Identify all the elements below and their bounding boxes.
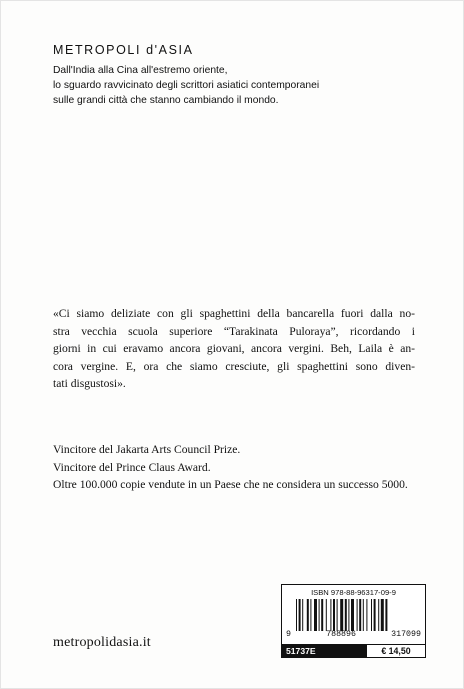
barcode-bar — [314, 599, 317, 631]
award-line: Vincitore del Prince Claus Award. — [53, 460, 211, 474]
barcode-bar — [326, 599, 327, 631]
series-description-line: sulle grandi città che stanno cambiando il mondo. — [53, 95, 279, 106]
barcode-bar — [374, 599, 376, 631]
barcode-bar — [345, 599, 347, 631]
quote-line: tati disgustosi». — [53, 377, 126, 391]
awards — [53, 441, 423, 494]
quote-line: giorni in cui eravamo ancora giovani, ancora vergini. Beh, Laila è an- — [53, 342, 415, 356]
barcode-digits — [286, 630, 421, 639]
product-code: 51737E — [286, 646, 316, 656]
barcode-bar — [319, 599, 320, 631]
barcode-bar — [385, 599, 387, 631]
barcode-block — [281, 584, 426, 658]
publisher-website: metropolidasia.it — [53, 635, 151, 650]
barcode-bar — [357, 599, 358, 631]
barcode-bar — [340, 599, 343, 631]
barcode-bar — [381, 599, 384, 631]
series-description-line: Dall'India alla Cina all'estremo oriente, — [53, 65, 228, 76]
series-title: METROPOLI d'ASIA — [53, 43, 194, 57]
barcode-bar — [333, 599, 335, 631]
barcode-bar — [307, 599, 309, 631]
quote-line: stra vecchia scuola superiore “Tarakinata Puloraya”, ricordando i — [53, 324, 415, 338]
barcode-bar — [366, 599, 367, 631]
barcode-bars — [296, 599, 413, 631]
price-row — [281, 644, 426, 658]
barcode-bar — [310, 599, 311, 631]
quote-line: «Ci siamo deliziate con gli spaghettini della bancarella fuori dalla no- — [53, 307, 415, 320]
barcode-bar — [302, 599, 303, 631]
barcode-bar — [299, 599, 301, 631]
barcode-bar — [296, 599, 297, 631]
quote-line: cora vergine. E, ora che siamo cresciute, gli spaghettini sono diven- — [53, 359, 415, 373]
book-quote — [53, 305, 415, 393]
barcode-bar — [330, 599, 331, 631]
barcode-digit-lead: 9 — [286, 630, 291, 639]
series-description — [53, 63, 413, 108]
barcode-bar — [321, 599, 323, 631]
barcode-bar — [337, 599, 338, 631]
series-description-line: lo sguardo ravvicinato degli scrittori asiatici contemporanei — [53, 80, 320, 91]
barcode-bar — [371, 599, 372, 631]
barcode-bar — [348, 599, 349, 631]
barcode-bar — [351, 599, 354, 631]
barcode-digit-left: 788896 — [326, 630, 356, 639]
price-label: € 14,50 — [367, 645, 425, 657]
barcode-digit-right: 317099 — [391, 630, 421, 639]
barcode-bar — [378, 599, 379, 631]
award-line: Vincitore del Jakarta Arts Council Prize. — [53, 443, 241, 456]
award-line: Oltre 100.000 copie vendute in un Paese che ne considera un successo 5000. — [53, 478, 408, 492]
barcode-bar — [363, 599, 364, 631]
isbn-label: ISBN 978-88-96317-09-9 — [311, 588, 396, 597]
barcode-bar — [359, 599, 361, 631]
